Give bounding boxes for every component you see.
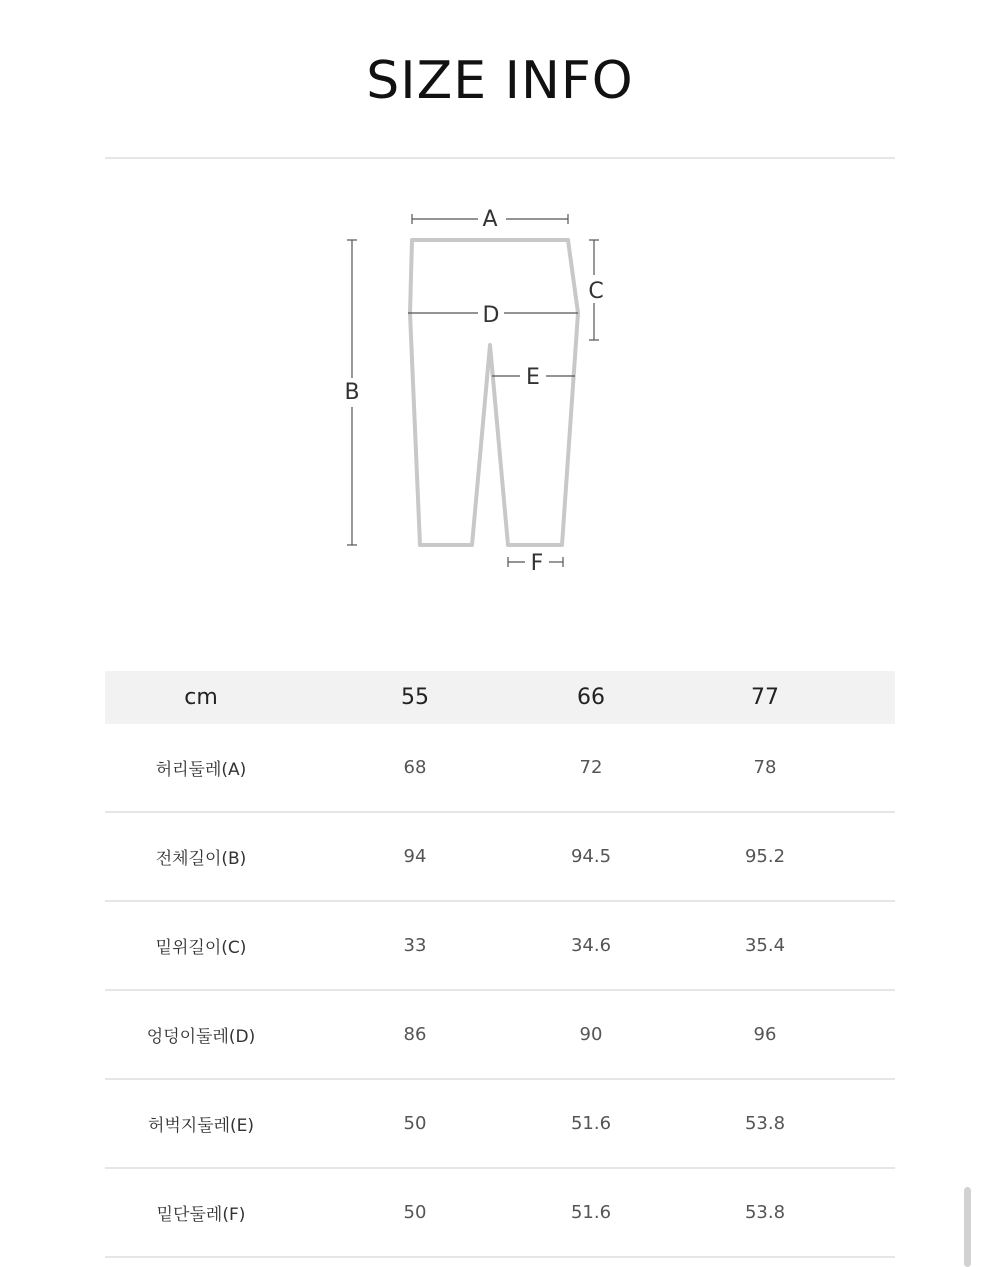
title-divider <box>105 157 895 159</box>
table-row <box>105 813 895 902</box>
row-label: 밑위길이(C) <box>155 938 247 958</box>
scrollbar-thumb[interactable] <box>964 1187 971 1267</box>
label-f: F <box>530 551 544 576</box>
cell-77: 96 <box>753 1024 777 1045</box>
header-unit: cm <box>184 685 218 710</box>
page-title: SIZE INFO <box>366 51 634 111</box>
row-label: 밑단둘레(F) <box>156 1205 246 1225</box>
row-label: 허리둘레(A) <box>155 760 247 780</box>
cell-55: 86 <box>403 1024 427 1045</box>
label-e: E <box>526 365 540 390</box>
cell-55: 68 <box>403 757 427 778</box>
table-row <box>105 1080 895 1169</box>
table-row <box>105 991 895 1080</box>
label-b: B <box>344 380 360 405</box>
cell-55: 50 <box>403 1202 427 1223</box>
cell-77: 53.8 <box>744 1113 786 1134</box>
header-size-66: 66 <box>577 685 605 710</box>
cell-77: 53.8 <box>744 1202 786 1223</box>
cell-66: 72 <box>579 757 603 778</box>
cell-55: 94 <box>403 846 427 867</box>
cell-55: 33 <box>403 935 427 956</box>
label-a: A <box>482 207 498 232</box>
table-row <box>105 724 895 813</box>
row-label: 허벅지둘레(E) <box>147 1116 255 1136</box>
table-row <box>105 902 895 991</box>
row-label: 전체길이(B) <box>155 849 247 869</box>
cell-55: 50 <box>403 1113 427 1134</box>
pants-measurement-diagram <box>330 195 620 585</box>
table-row <box>105 1169 895 1258</box>
cell-66: 51.6 <box>570 1113 612 1134</box>
cell-77: 35.4 <box>744 935 786 956</box>
header-size-77: 77 <box>751 685 779 710</box>
cell-66: 90 <box>579 1024 603 1045</box>
cell-77: 78 <box>753 757 777 778</box>
cell-77: 95.2 <box>744 846 786 867</box>
label-c: C <box>588 279 604 304</box>
cell-66: 51.6 <box>570 1202 612 1223</box>
table-header-row <box>105 671 895 724</box>
size-table <box>105 671 895 1258</box>
cell-66: 94.5 <box>570 846 612 867</box>
label-d: D <box>482 303 500 328</box>
cell-66: 34.6 <box>570 935 612 956</box>
header-size-55: 55 <box>401 685 429 710</box>
pants-outline <box>410 240 578 545</box>
row-label: 엉덩이둘레(D) <box>146 1027 256 1047</box>
